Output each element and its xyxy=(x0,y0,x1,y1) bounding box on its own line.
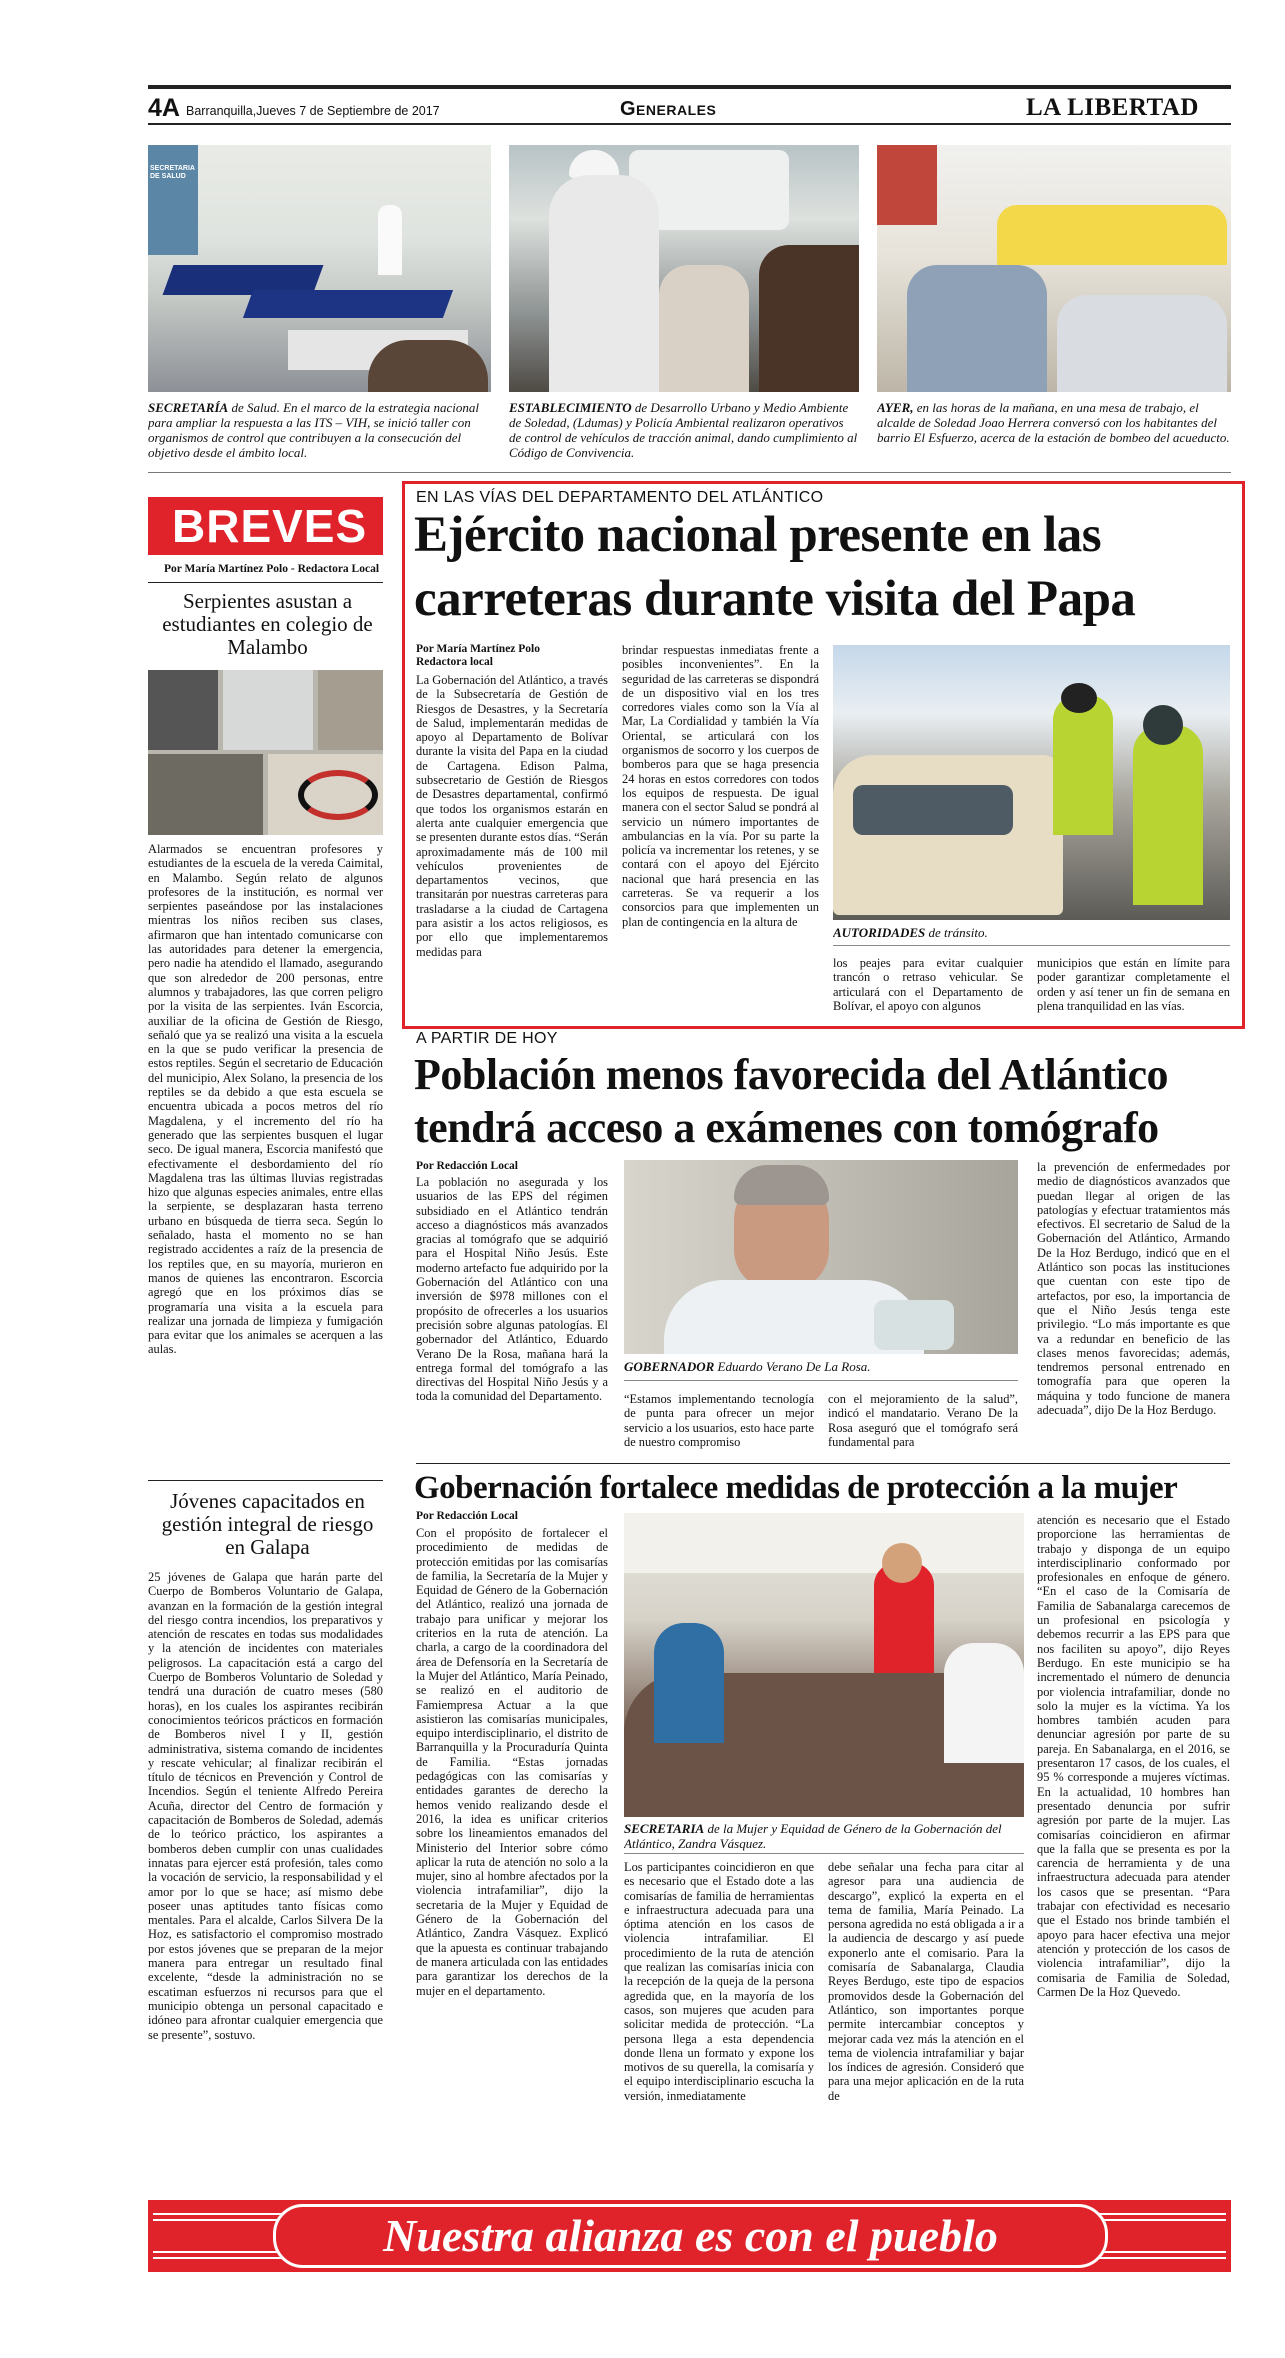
article1-photo-caption-text: de tránsito. xyxy=(925,926,988,940)
article3-col1: Con el propósito de fortalecer el procedimiento de medidas de protección emitidas por las comisarías de familia, la Secretaría de la Mujer y Equidad de Género de la Gobernación del Atlántico, realizó una jornada de trabajo para unificar y mejorar los criterios en la ruta de atención. La charla, a cargo de la coordinadora del área de Defensoría en la Secretaría de la Mujer del Atlántico, María Peinado, se realizó en el auditorio de Famiempresa Actuar a la que asistieron las comisarías municipales, equipo interdisciplinario, el distrito de Barranquilla y la Procuraduría Quinta de Familia. “Estas jornadas pedagógicas con las comisarías y entidades garantes de derecho la hemos venido realizando desde el 2016, la idea es unificar criterios sobre los lineamientos emanados del Ministerio del Interior sobre cómo aplicar la ruta de atención no solo a la mujer, sino al hombre afectados por la violencia intrafamiliar”, dijo la secretaria de la Mujer y Equidad de Género de la Gobernación del Atlántico, Zandra Vásquez. Explicó que la apuesta es continuar trabajando de manera articulada con las entidades para garantizar los derechos de la mujer en el departamento. xyxy=(416,1526,608,1998)
article1-col3: los peajes para evitar cualquier trancón o retraso vehicular. Se articulará con el Departamento de Bolívar, el apoyo con algunos xyxy=(833,956,1023,1013)
breves-item2-title: Jóvenes capacitados en gestión integral de riesgo en Galapa xyxy=(161,1489,374,1559)
section-title: Generales xyxy=(620,98,717,120)
article2-headline-1: Población menos favorecida del Atlántico xyxy=(414,1050,1169,1099)
article2-photo-caption xyxy=(624,1360,1018,1375)
article1-photo-caption xyxy=(833,926,1230,941)
article1-col2: brindar respuestas inmediatas frente a posibles inconvenientes”. En la seguridad de las carreteras se dispondrá de un dispositivo vial en los tres corredores viales como son la Vía al Mar, La Cordialidad y también la Vía Oriental, se articulará con los organismos de socorro y los cuerpos de bomberos para que se haga presencia 24 horas en estos corredores con todos los equipos de respuesta. De igual manera con el sector Salud se pondrá al servicio un número importantes de ambulancias en la vía. Por su parte la policía va incrementar los retenes, y se contará con el apoyo del Ejército nacional que hará presencia en las carreteras. Se va requerir a los consorcios para que implementen un plan de contingencia en la altura de xyxy=(622,643,819,929)
article1-byline-2: Redactora local xyxy=(416,656,493,668)
article3-col4: atención es necesario que el Estado proporcione las herramientas de trabajo y disponga de un equipo interdisciplinario conformado por profesionales en enfoque de género. “En el caso de la Comisaría de Familia de Sabanalarga carecemos de un profesional en psicología y debemos recurrir a las EPS para que nos faciliten su apoyo”, dijo Reyes Berdugo. En este municipio se ha incrementado el número de denuncia por violencia intrafamiliar, donde no solo la mujer es la víctima. Ya los hombres también acuden para denunciar agresión por parte de su pareja. En Sabanalarga, en el 2016, se presentaron 17 casos, de los cuales, el 95 % corresponde a mujeres víctimas. En la actualidad, 10 hombres han presentado denuncia por sufrir agresión por parte de la mujer. Las comisarías coincidieron en afirmar que la falla que se presenta es por la carencia de herramienta y de una infraestructura adecuada para atender los casos que se presentan. “Para trabajar con efectividad es necesario que el Estado nos brinde también el apoyo para hacer efectiva una mejor atención y protección de los casos de violencia intrafamiliar”, dijo la comisaria de Familia de Soledad, Carmen De la Hoz Quevedo. xyxy=(1037,1513,1230,1999)
article1-col4: municipios que están en límite para poder garantizar completamente el orden y así tener un fin de semana en plena tranquilidad en las vías. xyxy=(1037,956,1230,1013)
dateline: Barranquilla,Jueves 7 de Septiembre de 2017 xyxy=(186,104,440,118)
article1-headline-2: carreteras durante visita del Papa xyxy=(414,571,1136,627)
article2-headline-2: tendrá acceso a exámenes con tomógrafo xyxy=(414,1103,1159,1152)
photo-governor xyxy=(624,1160,1018,1354)
article1-byline-1: Por María Martínez Polo xyxy=(416,643,541,655)
breves-header xyxy=(148,497,383,555)
article2-photo-caption-lead: GOBERNADOR xyxy=(624,1360,715,1374)
caption-mayor-text: en las horas de la mañana, en una mesa de trabajo, el alcalde de Soledad Joao Herrera conversó con los habitantes del barrio El Esfuerzo, acerca de la estación de bombeo del acueducto. xyxy=(877,400,1230,445)
article3-headline: Gobernación fortalece medidas de protección a la mujer xyxy=(414,1470,1178,1506)
article2-kicker: A PARTIR DE HOY xyxy=(416,1030,558,1047)
page-number: 4A xyxy=(148,94,180,122)
article1-col1: La Gobernación del Atlántico, a través de la Subsecretaría de Gestión de Riesgos de Desastres, y la Secretaría de Salud, implementarán medidas de apoyo al Departamento de Bolívar durante la visita del Papa en la ciudad de Cartagena. Edison Palma, subsecretario de Gestión de Riesgos de Desastres departamental, confirmó que todos los organismos estarán en alerta ante cualquier emergencia que se presenten durante estos días. “Serán aproximadamente más de 100 mil vehículos provenientes de departamentos vecinos, que transitarán por nuestras carreteras para trasladarse a la ciudad de Cartagena para asistir a los actos religiosos, es por ello que implementaremos medidas para xyxy=(416,673,608,959)
bottom-banner xyxy=(148,2200,1231,2272)
caption-traffic-ops-lead: ESTABLECIMIENTO xyxy=(509,400,632,415)
article3-col3: debe señalar una fecha para citar al agresor para una audiencia de descargo”, explicó la experta en el tema de familia, María Peinado. La persona agredida no está obligada a ir a la audiencia de descargo y así puede exponerlo ante el comisario. Para la comisaría de Sabanalarga, Claudia Reyes Berdugo, este tipo de espacios promovidos desde la Gobernación del Atlántico, son importantes porque permite intercambiar conceptos y mejorar cada vez más la atención en el tema de violencia intrafamiliar y bajar los índices de agresión. Consideró que para una mejor aplicación en de la ruta de xyxy=(828,1860,1024,2103)
article1-photo-caption-lead: AUTORIDADES xyxy=(833,926,926,940)
caption-traffic-ops-text: de Desarrollo Urbano y Medio Ambiente de Soledad, (Ldumas) y Policía Ambiental realizaron operativos de control de vehículos de tracción animal, dando cumplimiento al Código de Convivencia. xyxy=(509,400,858,460)
caption-mayor-lead: AYER, xyxy=(877,400,914,415)
banner-text: Nuestra alianza es con el pueblo xyxy=(383,2210,998,2261)
health-sign: SECRETARIA DE SALUD xyxy=(150,165,195,180)
breves-item1-title: Serpientes asustan a estudiantes en colegio de Malambo xyxy=(162,589,373,659)
breves-title: BREVES xyxy=(172,500,368,552)
photo-women-workshop xyxy=(624,1513,1024,1817)
breves-item1-body: Alarmados se encuentran profesores y estudiantes de la escuela de la vereda Caimital, en Malambo. Según relato de algunos profesores de la institución, es normal ver serpientes paseándose por las instalaciones mientras los niños reciben sus clases, afirmaron que han intentado comunicarse con las autoridades para detener la emergencia, pero nadie ha atendido el llamado, asegurando que son alrededor de 200 personas, entre alumnos y trabajadores, las que corren peligro por la visita de las serpientes. Iván Escorcia, auxiliar de la oficina de Gestión de Riesgo, señaló que ya se realizó una visita a la escuela en la que se pudo verificar la presencia de estos reptiles. Según el secretario de Educación del municipio, Alex Solano, la presencia de los reptiles se da debido a que esta escuela se encuentra ubicada a pocos metros del río Magdalena, y el incremento del río ha generado que las serpientes busquen el lugar seco. De igual manera, Escorcia manifestó que efectivamente el desbordamiento del río Magdalena tras las últimas lluvias registradas hizo que algunas especies animales, entre ellas la serpiente, se desplazaran hasta terreno urbano en búsqueda de tierra seca. Según lo señalado, hasta el momento no se han registrado accidentes a raíz de la presencia de los reptiles que, en su mayoría, murieron en manos de quienes las encontraron. Escorcia agregó que en los próximos días se programaría una visita a la escuela para realizar una jornada de limpieza y fumigación para evitar que los animales se acerquen a las aulas. xyxy=(148,842,383,1357)
caption-health-text: de Salud. En el marco de la estrategia nacional para ampliar la respuesta a las ITS – VIH, se inició taller con organismos de control que contribuyen a la consecución del objetivo desde el ámbito local. xyxy=(148,400,480,460)
article2-col1: La población no asegurada y los usuarios de las EPS del régimen subsidiado en el Atlántico tendrán acceso a diagnósticos más avanzados gracias al tomógrafo que se adquirió para el Hospital Niño Jesús. Este moderno artefacto fue adquirido por la Gobernación del Atlántico con una inversión de $978 millones con el propósito de ofrecerles a los usuarios precisión sobre algunas patologías. El gobernador del Atlántico, Eduardo Verano De la Rosa, mañana hará la entrega formal del tomógrafo a las directivas del Hospital Niño Jesús y a toda la comunidad del Departamento. xyxy=(416,1175,608,1404)
article2-byline: Por Redacción Local xyxy=(416,1160,518,1172)
photo-snakes xyxy=(148,670,383,835)
article3-byline: Por Redacción Local xyxy=(416,1510,518,1522)
photo-mayor-meeting xyxy=(877,145,1231,392)
article2-col3: con el mejoramiento de la salud”, indicó el mandatario. Verano De la Rosa aseguró que el tomógrafo será fundamental para xyxy=(828,1392,1018,1449)
breves-byline: Por María Martínez Polo - Redactora Local xyxy=(164,563,380,575)
caption-health xyxy=(148,400,491,460)
caption-health-lead: SECRETARÍA xyxy=(148,400,229,415)
article2-col4: la prevención de enfermedades por medio de diagnósticos avanzados que puedan llegar al origen de las patologías y efectuar tratamientos más efectivos. El secretario de Salud de la Gobernación del Atlántico, Armando De la Hoz Berdugo, indicó que en el Atlántico son pocas las instituciones que cuentan con este tipo de artefactos, por eso, la importancia de que el Niño Jesús tenga este privilegio. “Lo más importante es que va a redundar en beneficio de las clases menos favorecidas; además, tendremos personal entrenado en tomografía para que operen la máquina y todo funcione de manera adecuada”, dijo De la Hoz Berdugo. xyxy=(1037,1160,1230,1418)
photo-traffic-police xyxy=(833,645,1230,920)
caption-mayor xyxy=(877,400,1231,445)
article3-photo-caption-text: de la Mujer y Equidad de Género de la Gobernación del Atlántico, Zandra Vásquez. xyxy=(624,1822,1002,1851)
photo-animal-traction xyxy=(509,145,859,392)
article2-col2: “Estamos implementando tecnología de punta para ofrecer un mejor servicio a los usuarios, esto hace parte de nuestro compromiso xyxy=(624,1392,814,1449)
masthead: LA LIBERTAD xyxy=(1026,94,1199,121)
photo-health-workshop xyxy=(148,145,491,392)
caption-traffic-ops xyxy=(509,400,859,460)
article3-col2: Los participantes coincidieron en que es necesario que el Estado dote a las comisarías de familia de herramientas e infraestructura adecuada para una óptima atención en los casos de violencia intrafamiliar. El procedimiento de la ruta de atención que realizan las comisarías inicia con la recepción de la queja de la persona agredida que, en la mayoría de los casos, son mujeres que acuden para solicitar medida de protección. “La persona llega a esta dependencia donde llena un formato y expone los motivos de su querella, la comisaría y el equipo interdisciplinario escucha la versión, inmediatamente xyxy=(624,1860,814,2103)
article3-photo-caption xyxy=(624,1822,1024,1851)
article1-headline-1: Ejército nacional presente en las xyxy=(414,507,1102,563)
breves-item2-body: 25 jóvenes de Galapa que harán parte del Cuerpo de Bomberos Voluntario de Galapa, avanzan en la formación de la gestión integral del riesgo contra incendios, los preparativos y atención de rescates en todas sus modalidades y la atención de incidentes con materiales peligrosos. La capacitación está a cargo del Cuerpo de Bomberos Voluntario de Soledad y tendrá una duración de cuatro meses (580 horas), en los cuales los aspirantes recibirán conocimientos teóricos prácticos en formación de Bomberos nivel I y II, gestión administrativa, sistema comando de incidentes y rescate vehicular; al finalizar recibirán el título de técnicos en Prevención y Control de Incendios. Según el teniente Alfredo Pereira Acuña, director del Centro de formación y capacitación de Bomberos de Soledad, además de lo teórico práctico, los aspirantes a bomberos deben cumplir con unas cualidades innatas para ejercer está profesión, tales como la vocación de servicio, la responsabilidad y el amor por lo que se hace; así mismo debe poseer unas aptitudes tanto físicas como mentales. Para el alcalde, Carlos Silvera De la Hoz, es satisfactorio el compromiso mostrado por estos jóvenes que se preparan de la mejor manera para entregar un resultado final excelente, “desde la administración no se escatiman esfuerzos ni recursos para que el municipio obtenga un personal capacitado e idóneo para afrontar cualquier emergencia que se presente”, sostuvo. xyxy=(148,1570,383,2042)
article2-photo-caption-text: Eduardo Verano De La Rosa. xyxy=(714,1360,871,1374)
article1-kicker: EN LAS VÍAS DEL DEPARTAMENTO DEL ATLÁNTICO xyxy=(416,489,824,506)
article3-photo-caption-lead: SECRETARIA xyxy=(624,1822,705,1836)
